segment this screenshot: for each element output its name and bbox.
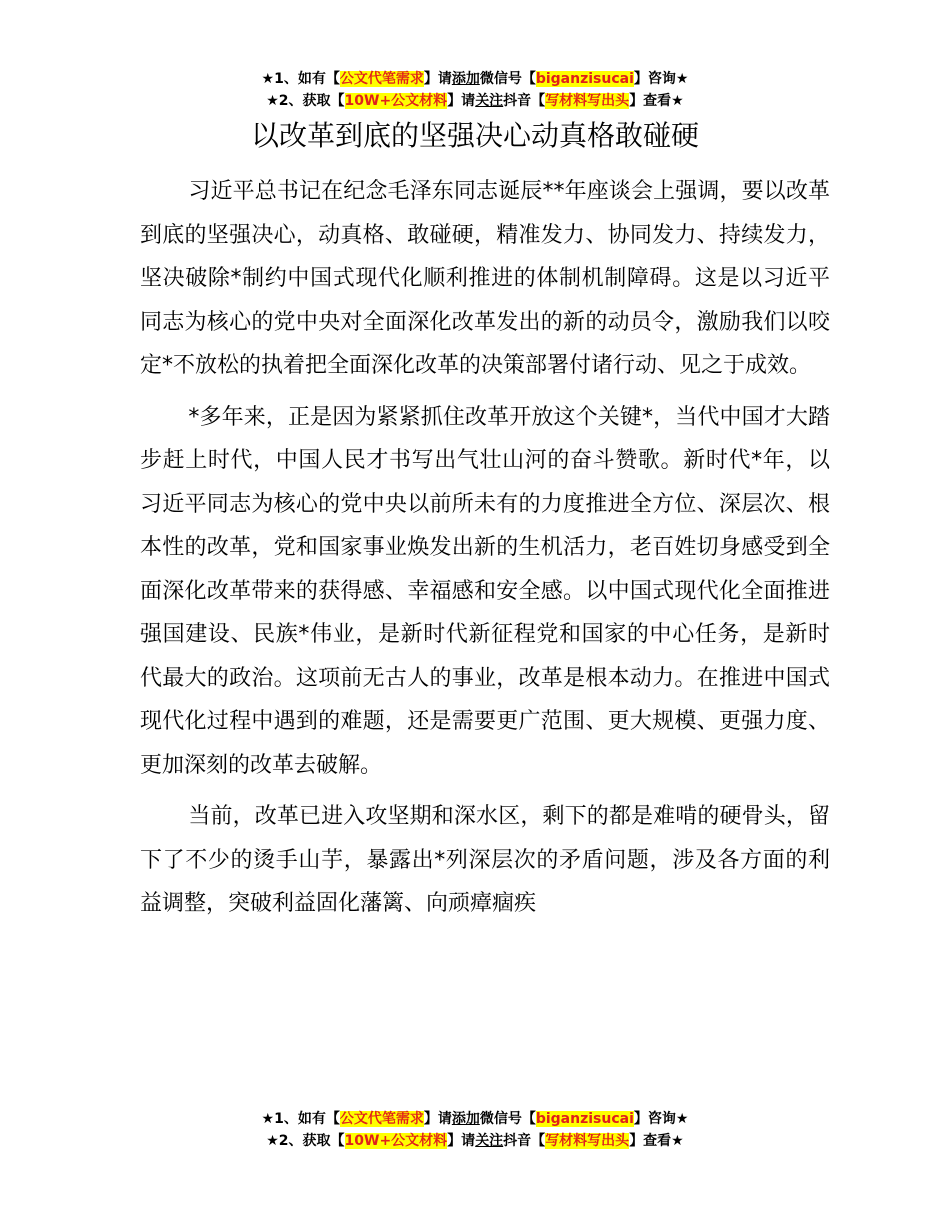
- promo-line-1-middle: 】请: [423, 1111, 452, 1127]
- promo-line-1-highlight-wechat: biganzisucai: [535, 71, 634, 87]
- promo-line-2-emphasis: 关注: [475, 93, 504, 109]
- promo-line-2-highlight-douyin: 写材料写出头: [545, 1133, 630, 1149]
- promo-line-2: [0, 90, 950, 112]
- body-paragraph-1: 习近平总书记在纪念毛泽东同志诞辰**年座谈会上强调，要以改革到底的坚强决心，动真格、敢碰硬，精准发力、协同发力、持续发力，坚决破除*制约中国式现代化顺利推进的体制机制障碍。这是以习近平同志为核心的党中央对全面深化改革发出的新的动员令，激励我们以咬定*不放松的执着把全面深化改革的决策部署付诸行动、见之于成效。: [140, 179, 830, 378]
- promo-line-1-highlight-wechat: biganzisucai: [535, 1111, 634, 1127]
- promo-line-2-middle-2: 抖音【: [503, 93, 546, 109]
- body-paragraph-2: *多年来，正是因为紧紧抓住改革开放这个关键*，当代中国才大踏步赶上时代，中国人民才书写出气壮山河的奋斗赞歌。新时代*年，以习近平同志为核心的党中央以前所未有的力度推进全方位、深层次、根本性的改革，党和国家事业焕发出新的生机活力，老百姓切身感受到全面深化改革带来的获得感、幸福感和安全感。以中国式现代化全面推进强国建设、民族*伟业，是新时代新征程党和国家的中心任务，是新时代最大的政治。这项前无古人的事业，改革是根本动力。在推进中国式现代化过程中遇到的难题，还是需要更广范围、更大规模、更强力度、更加深刻的改革去破解。: [140, 404, 830, 778]
- promo-line-2-highlight-douyin: 写材料写出头: [545, 93, 630, 109]
- body-paragraph-3: 当前，改革已进入攻坚期和深水区，剩下的都是难啃的硬骨头，留下了不少的烫手山芋，暴露出*列深层次的矛盾问题，涉及各方面的利益调整，突破利益固化藩篱、向顽瘴痼疾: [140, 804, 830, 916]
- promo-line-1-suffix: 】咨询★: [633, 1111, 689, 1127]
- promo-line-1-prefix: ★1、如有【: [261, 71, 340, 87]
- promo-line-1-highlight-service: 公文代笔需求: [339, 1111, 424, 1127]
- promo-line-2: [0, 1130, 950, 1152]
- promo-line-1-emphasis: 添加: [451, 71, 480, 87]
- promo-line-2-suffix: 】查看★: [629, 93, 684, 109]
- promo-line-2-highlight-materials: 10W+公文材料: [344, 1133, 448, 1149]
- document-title: 以改革到底的坚强决心动真格敢碰硬: [250, 119, 699, 152]
- promo-banner-top: [0, 68, 950, 112]
- promo-line-2-highlight-materials: 10W+公文材料: [344, 93, 448, 109]
- promo-line-1-middle-2: 微信号【: [479, 71, 536, 87]
- promo-line-1: [0, 1108, 950, 1130]
- promo-line-1-prefix: ★1、如有【: [261, 1111, 340, 1127]
- promo-line-1-middle-2: 微信号【: [479, 1111, 536, 1127]
- promo-line-2-emphasis: 关注: [475, 1133, 504, 1149]
- promo-line-1-highlight-service: 公文代笔需求: [339, 71, 424, 87]
- promo-line-2-prefix: ★2、获取【: [266, 1133, 345, 1149]
- promo-line-1-emphasis: 添加: [451, 1111, 480, 1127]
- promo-banner-bottom: [0, 1108, 950, 1152]
- promo-line-1-suffix: 】咨询★: [633, 71, 689, 87]
- promo-line-2-suffix: 】查看★: [629, 1133, 684, 1149]
- promo-line-1: [0, 68, 950, 90]
- promo-line-2-middle: 】请: [447, 93, 476, 109]
- promo-line-2-middle-2: 抖音【: [503, 1133, 546, 1149]
- promo-line-2-middle: 】请: [447, 1133, 476, 1149]
- document-body: [140, 170, 830, 934]
- promo-line-1-middle: 】请: [423, 71, 452, 87]
- promo-line-2-prefix: ★2、获取【: [266, 93, 345, 109]
